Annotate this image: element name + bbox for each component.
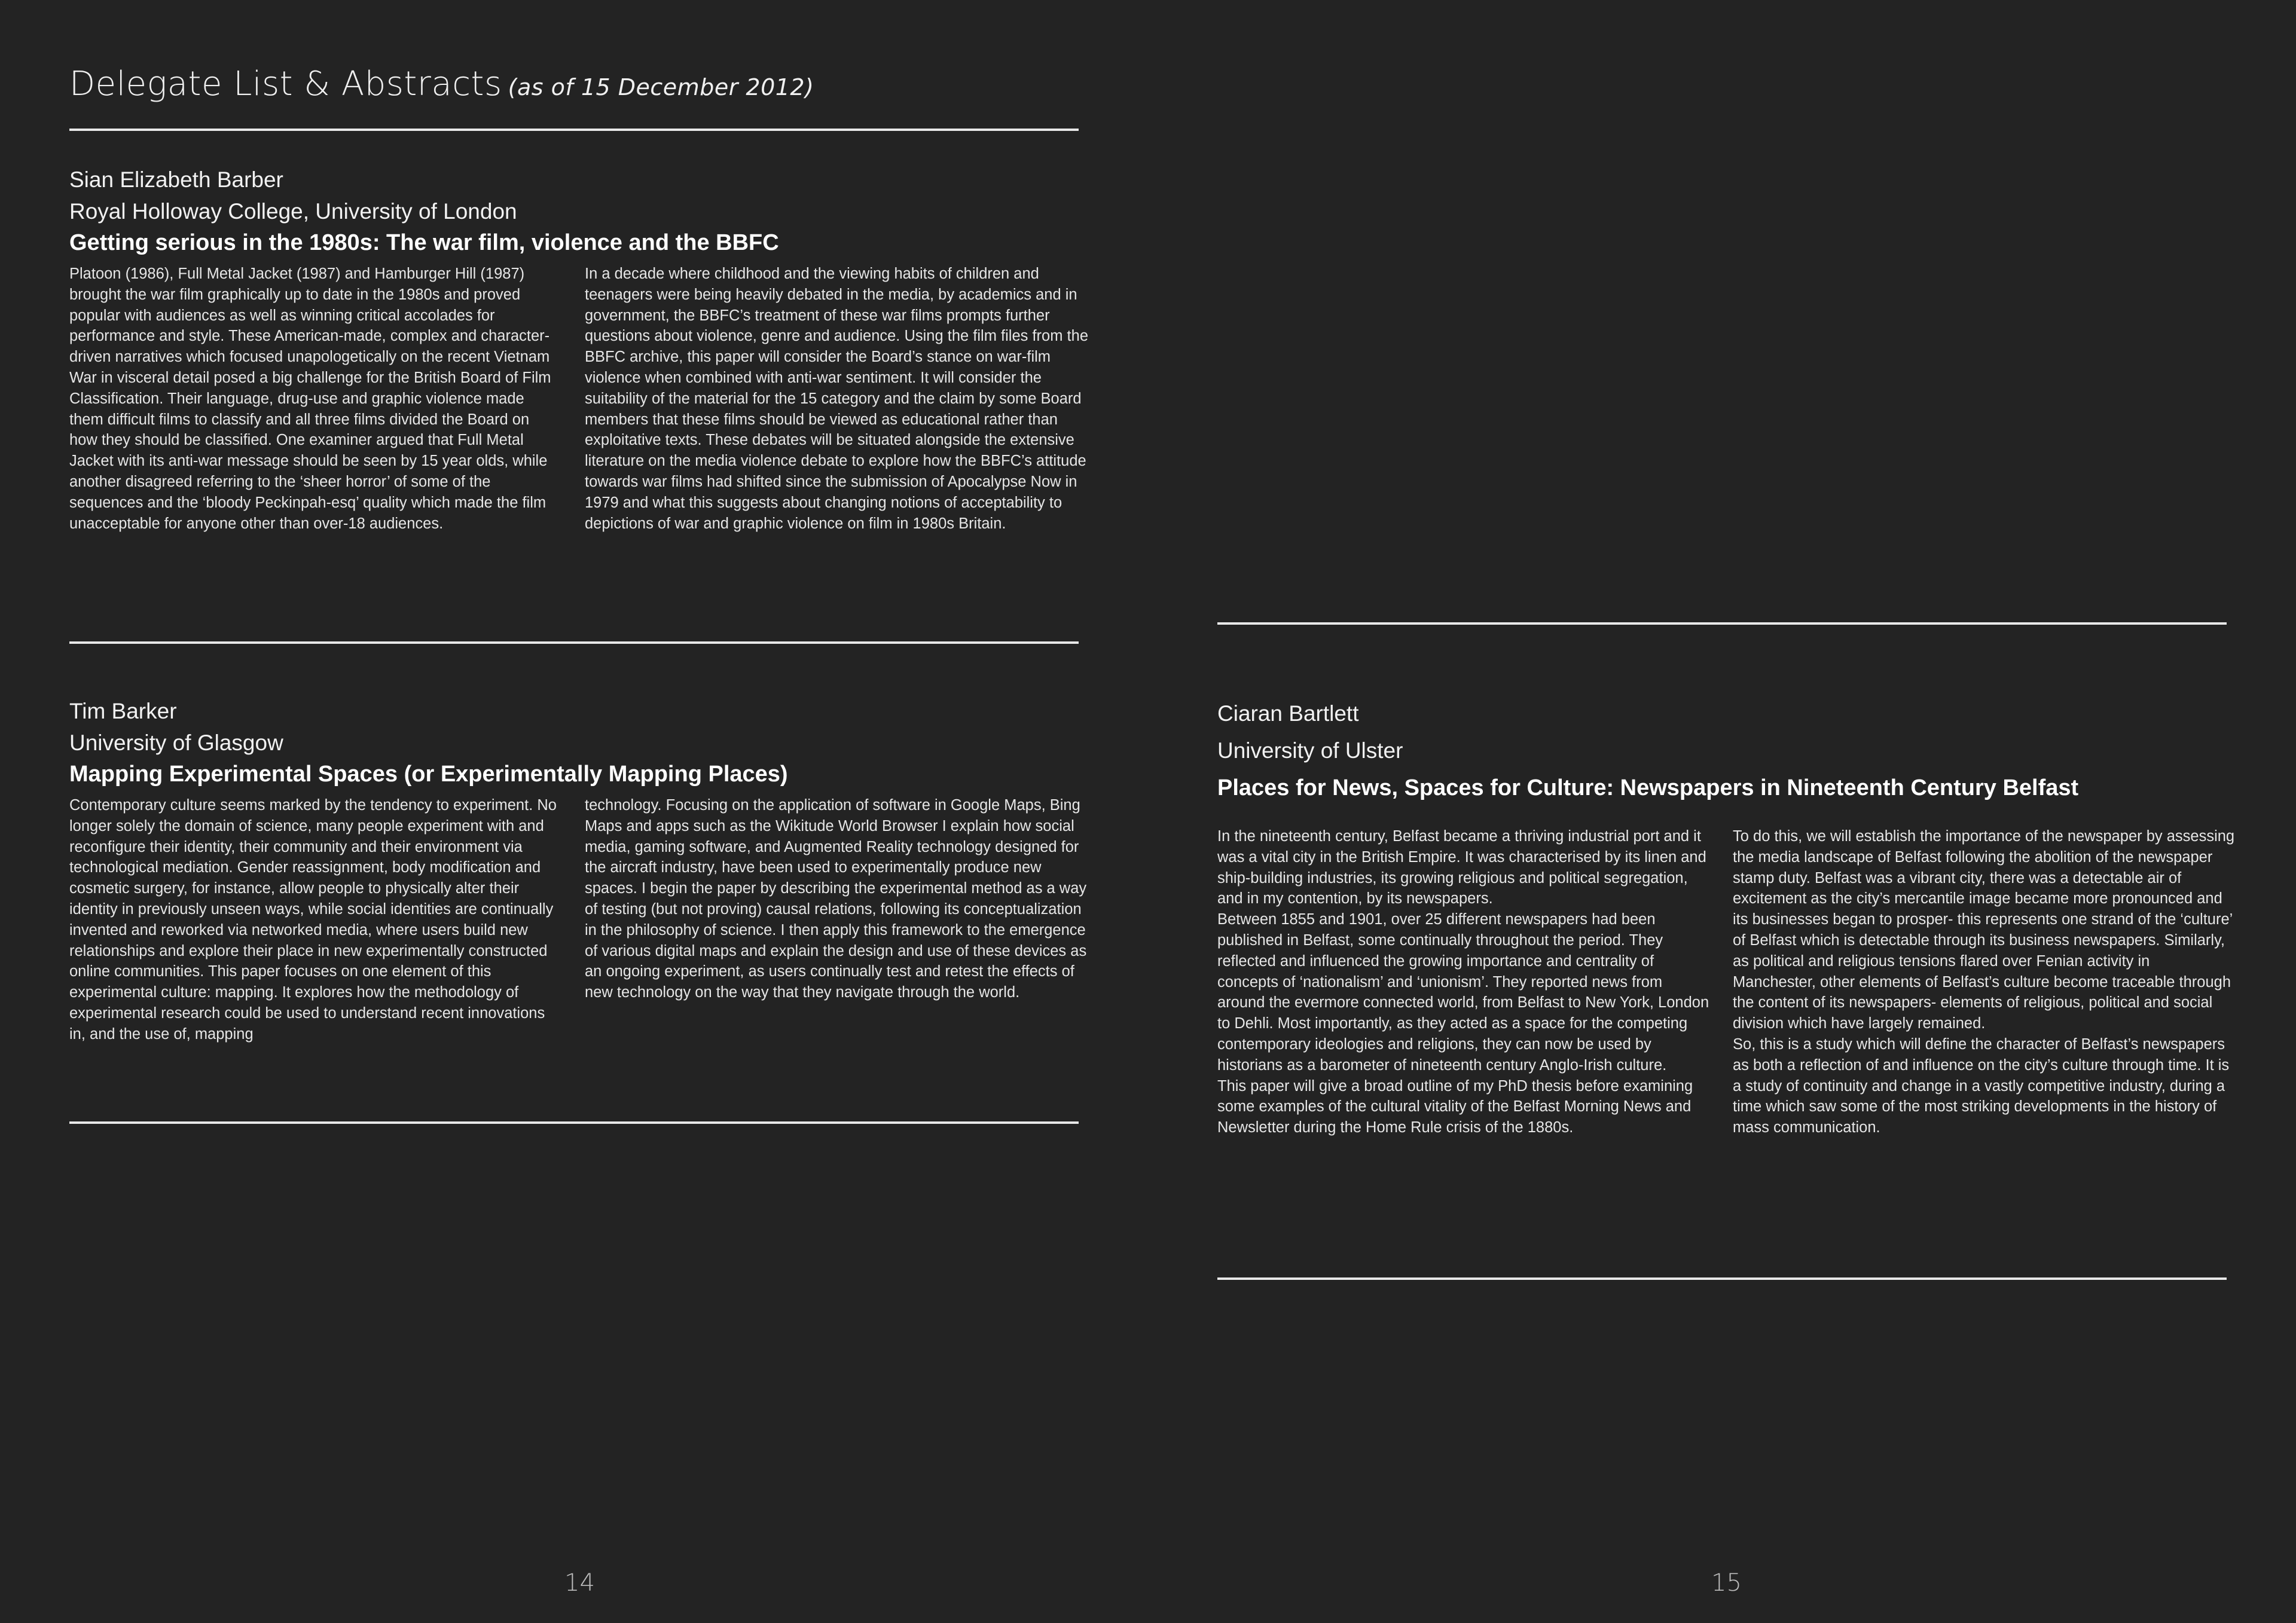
abstract-title: Getting serious in the 1980s: The war film, violence and the BBFC: [69, 230, 779, 255]
title-date: (as of 15 December 2012): [508, 74, 814, 100]
abstract-paragraph: To do this, we will establish the importance of the newspaper by assessing the media landscape of Belfast following the abolition of the newspaper stamp duty. Belfast was a vibrant city, there was a detectable air of excitement as the city’s mercantile image became more pronounced and its businesses began to prosper- this represents one strand of the ‘culture’ of Belfast which is detectable through its business newspapers. Similarly, as political and religious tensions flared over Fenian activity in Manchester, other elements of Belfast’s culture become traceable through the content of its newspapers- elements of religious, political and social division which have largely remained.: [1733, 828, 2235, 1032]
abstract-paragraph: Between 1855 and 1901, over 25 different newspapers had been published in Belfast, some continually throughout the period. They reflected and influenced the growing importance and centrality of concepts of ‘nationalism’ and ‘unionism’. They reported news from around the evermore connected world, from Belfast to New York, London to Dehli. Most importantly, as they acted as a space for the competing contemporary ideologies and religions, they can now be used by historians as a barometer of nineteenth century Anglo-Irish culture.: [1217, 911, 1709, 1074]
divider: [1217, 622, 2227, 625]
abstract-column-right: [585, 264, 1088, 534]
page-title: [69, 65, 814, 103]
abstract-paragraph: technology. Focusing on the application of software in Google Maps, Bing Maps and apps such as the Wikitude World Browser I explain how social media, gaming software, and Augmented Reality technology designed for the aircraft industry, have been used to experimentally produce new spaces. I begin the paper by describing the experimental method as a way of testing (but not proving) causal relations, following its conceptualization in the philosophy of science. I then apply this framework to the emergence of various digital maps and explain the design and use of these devices as an ongoing experiment, as users continually test and retest the effects of new technology on the way that they navigate through the world.: [585, 797, 1087, 1001]
abstract-paragraph: Contemporary culture seems marked by the tendency to experiment. No longer solely the domain of science, many people experiment with and reconfigure their identity, their community and their environment via technological mediation. Gender reassignment, body modification and cosmetic surgery, for instance, allow people to physically alter their identity in previously unseen ways, while social identities are continually invented and reworked via networked media, where users build new relationships and explore their place in new experimentally constructed online communities. This paper focuses on one element of this experimental culture: mapping. It explores how the methodology of experimental research could be used to understand recent innovations in, and the use of, mapping: [69, 797, 557, 1043]
abstract-entry: [69, 695, 788, 790]
abstract-column-left: [69, 795, 560, 1045]
abstract-entry: [69, 164, 779, 259]
abstract-paragraph: Platoon (1986), Full Metal Jacket (1987) and Hamburger Hill (1987) brought the war film graphically up to date in the 1980s and proved popular with audiences as well as winning critical accolades for performance and style. These American-made, complex and character-driven narratives which focused unapologetically on the recent Vietnam War in visceral detail posed a big challenge for the British Board of Film Classification. Their language, drug-use and graphic violence made them difficult films to classify and all three films divided the Board on how they should be classified. One examiner argued that Full Metal Jacket with its anti-war message should be seen by 15 year olds, while another disagreed referring to the ‘sheer horror’ of some of the sequences and the ‘bloody Peckinpah-esq’ quality which made the film unacceptable for anyone other than over-18 audiences.: [69, 265, 551, 532]
delegate-institution: University of Ulster: [1217, 738, 1403, 763]
abstract-column-right: [1733, 826, 2236, 1138]
divider: [69, 1121, 1079, 1124]
abstract-paragraph: In a decade where childhood and the viewing habits of children and teenagers were being heavily debated in the media, by academics and in government, the BBFC’s treatment of these war films prompts further questions about violence, genre and audience. Using the film files from the BBFC archive, this paper will consider the Board’s stance on war-film violence when combined with anti-war sentiment. It will consider the suitability of the material for the 15 category and the claim by some Board members that these films should be viewed as educational rather than exploitative texts. These debates will be situated alongside the extensive literature on the media violence debate to explore how the BBFC’s attitude towards war films had shifted since the submission of Apocalypse Now in 1979 and what this suggests about changing notions of acceptability to depictions of war and graphic violence on film in 1980s Britain.: [585, 265, 1088, 532]
delegate-name: Tim Barker: [69, 699, 177, 723]
divider: [1217, 1277, 2227, 1280]
abstract-title: Mapping Experimental Spaces (or Experimentally Mapping Places): [69, 762, 788, 787]
abstract-paragraph: So, this is a study which will define the character of Belfast’s newspapers as both a reflection of and influence on the city’s culture through time. It is a study of continuity and change in a vastly competitive industry, during a time which saw some of the most striking developments in the history of mass communication.: [1733, 1035, 2230, 1136]
abstract-paragraph: In the nineteenth century, Belfast became a thriving industrial port and it was a vital city in the British Empire. It was characterised by its linen and ship-building industries, its growing religious and political segregation, and in my contention, by its newspapers.: [1217, 828, 1706, 907]
page-number-right: 15: [1711, 1569, 1742, 1597]
divider: [69, 641, 1079, 644]
delegate-name: Sian Elizabeth Barber: [69, 167, 283, 192]
abstract-column-right: [585, 795, 1094, 1003]
title-main: Delegate List & Abstracts: [69, 65, 502, 103]
abstract-column-left: [69, 264, 560, 534]
abstract-column-left: [1217, 826, 1714, 1138]
abstract-title: Places for News, Spaces for Culture: Newspapers in Nineteenth Century Belfast: [1217, 775, 2079, 800]
delegate-institution: University of Glasgow: [69, 730, 283, 755]
abstract-entry: [1217, 695, 2078, 806]
delegate-name: Ciaran Bartlett: [1217, 701, 1359, 726]
abstract-paragraph: This paper will give a broad outline of my PhD thesis before examining some examples of the cultural vitality of the Belfast Morning News and Newsletter during the Home Rule crisis of the 1880s.: [1217, 1077, 1693, 1136]
page-number-left: 14: [564, 1569, 595, 1597]
delegate-institution: Royal Holloway College, University of London: [69, 199, 517, 224]
divider: [69, 129, 1079, 131]
